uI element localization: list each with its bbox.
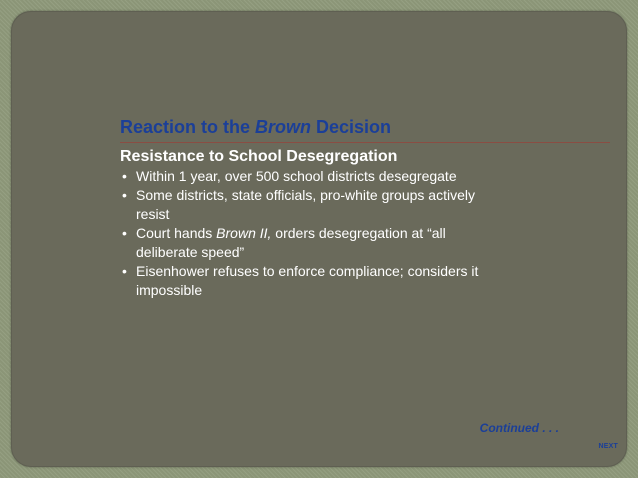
bullet-text: Within 1 year, over 500 school districts desegregate: [136, 168, 457, 184]
title-suffix: Decision: [311, 117, 392, 137]
bullet-item: [116, 262, 496, 300]
title-rule: [120, 108, 610, 143]
bullet-text: Some districts, state officials, pro-white groups actively resist: [136, 187, 475, 222]
slide-title: [120, 116, 391, 138]
continued-label: Continued . . .: [479, 421, 559, 435]
bullet-italic: Brown II,: [216, 225, 272, 241]
bullet-prefix: Court hands: [136, 225, 217, 241]
bullet-item: [116, 224, 496, 262]
next-link[interactable]: NEXT: [598, 443, 618, 450]
title-italic: Brown: [255, 117, 312, 137]
bullet-text: Eisenhower refuses to enforce compliance; considers it impossible: [136, 263, 479, 298]
bullet-list: [116, 167, 496, 300]
bullet-item: [116, 186, 496, 224]
bullet-item: [116, 167, 496, 186]
title-prefix: Reaction to the: [120, 117, 256, 137]
bullet-suffix: orders desegregation at “all deliberate speed”: [136, 225, 446, 260]
section-heading: Resistance to School Desegregation: [120, 148, 398, 165]
